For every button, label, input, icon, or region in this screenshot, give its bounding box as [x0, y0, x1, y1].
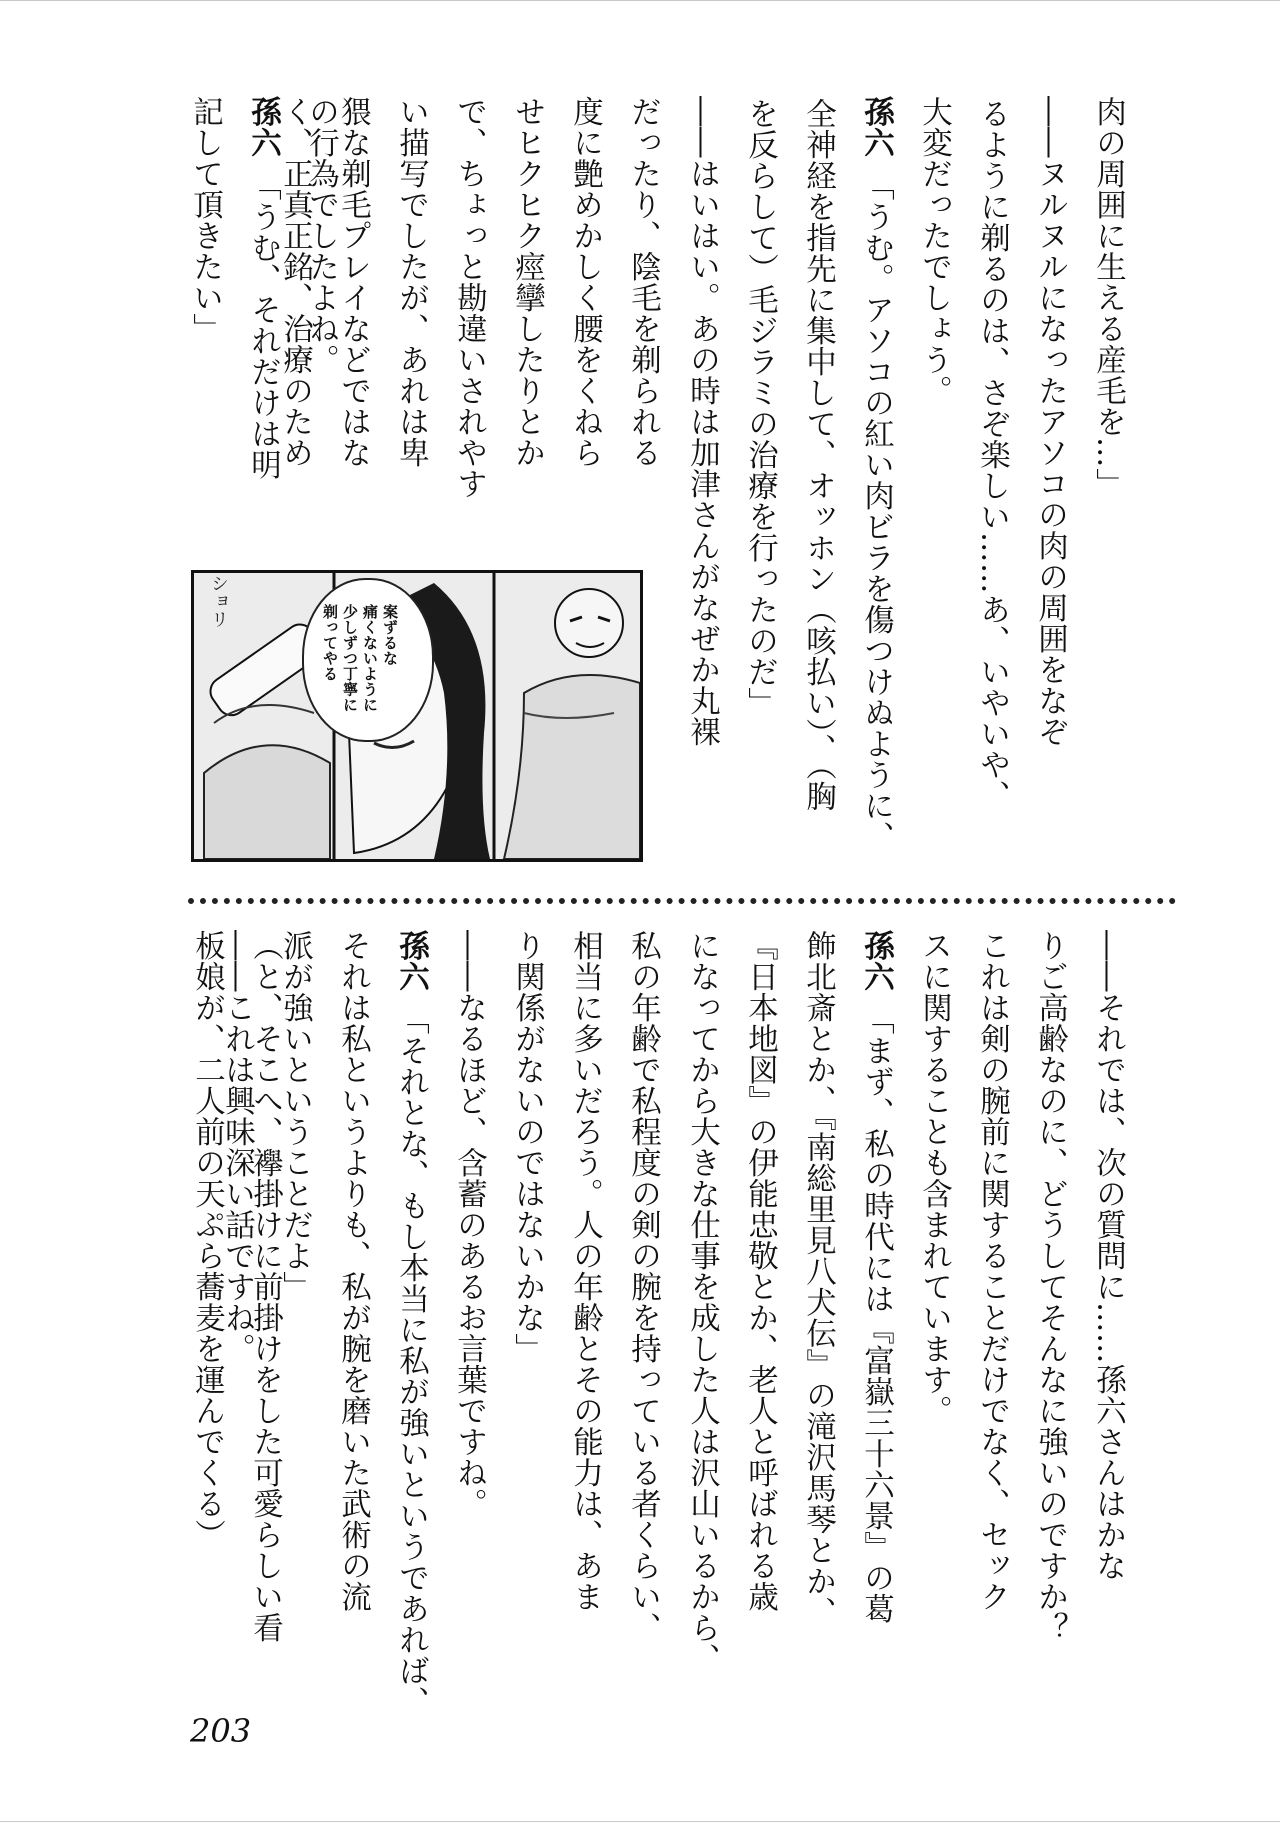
lower-col-10	[509, 930, 545, 1364]
lower-col-2	[974, 930, 1010, 1612]
text: 記して頂きたい」	[187, 96, 223, 344]
speech-line: 案ずるな	[381, 604, 399, 666]
text: 全神経を指先に集中して、オッホン（咳払い）、（胸	[800, 98, 836, 812]
text: 「うむ、それだけは明	[245, 170, 281, 480]
text: ――これは興味深い話ですね。	[219, 930, 255, 1364]
text: り関係がないのではないかな」	[509, 930, 545, 1364]
lower-col-6	[742, 930, 778, 1612]
text: になってから大きな仕事を成した人は沢山いるから、	[684, 930, 720, 1674]
lower-col-0	[1090, 930, 1126, 1581]
text: るように剃るのは、さぞ楽しい……あ、いやいや、	[974, 98, 1010, 811]
speaker: 孫六	[858, 96, 894, 158]
mid-col-4	[451, 96, 487, 499]
text: ――なるほど、含蓄のあるお言葉ですね。	[451, 930, 487, 1519]
mid-col-8-visible-final	[303, 96, 339, 375]
sound-effect: ショリ	[208, 574, 229, 628]
upper-col-5	[800, 98, 836, 812]
speech-line: 痛くないように	[361, 604, 379, 713]
text: これは剣の腕前に関することだけでなく、セック	[974, 930, 1010, 1612]
text: それは私というよりも、私が腕を磨いた武術の流	[335, 930, 371, 1612]
text: 大変だったでしょう。	[916, 96, 952, 406]
lower-col-11-final-visible	[451, 930, 487, 1519]
text: 「それとな、もし本当に私が強いというであれば、	[393, 1004, 429, 1717]
text: い描写でしたが、あれは卑	[393, 96, 429, 468]
speech-text	[320, 604, 400, 713]
mid-col-2	[567, 96, 603, 468]
upper-col-1	[1032, 96, 1068, 747]
text: 『日本地図』の伊能忠敬とか、老人と呼ばれる歳	[742, 930, 778, 1612]
lower-col-12	[393, 930, 429, 1717]
text: りご高齢なのに、どうしてそんなに強いのですか？	[1032, 930, 1068, 1643]
text: 飾北斎とか、『南総里見八犬伝』の滝沢馬琴とか、	[800, 930, 836, 1628]
text: 猥な剃毛プレイなどではな	[335, 96, 371, 468]
upper-col-0	[1090, 96, 1126, 499]
mid-col-6	[335, 96, 371, 468]
upper-col-3	[916, 96, 952, 406]
text: の行為でしたよね。	[303, 96, 339, 375]
lower-col-7	[684, 930, 720, 1674]
lower-col-8	[625, 930, 661, 1643]
text: で、ちょっと勘違いされやす	[451, 96, 487, 499]
lower-col-17	[189, 930, 225, 1550]
lower-col-13	[335, 930, 371, 1612]
mid-col-0	[684, 96, 720, 747]
text: （と、そこへ、襷掛けに前掛けをした可愛らしい看	[247, 930, 283, 1643]
mid-col-9	[245, 96, 281, 480]
mid-col-10	[187, 96, 223, 344]
dotted-separator	[188, 898, 1176, 904]
speaker: 孫六	[858, 930, 894, 992]
text: ――ヌルヌルになったアソコの肉の周囲をなぞ	[1032, 96, 1068, 747]
lower-col-5	[800, 930, 836, 1628]
upper-col-2	[974, 98, 1010, 811]
upper-col-4	[858, 96, 894, 852]
text: 派が強いということだよ」	[277, 930, 313, 1302]
text: ――それでは、次の質問に……孫六さんはかな	[1090, 930, 1126, 1581]
lower-col-1	[1032, 930, 1068, 1643]
mid-col-1	[625, 96, 661, 468]
page-top-edge	[0, 0, 1280, 1]
lower-col-9	[567, 930, 603, 1612]
speech-line: 少しずつ丁寧に	[341, 604, 359, 713]
text: だったり、陰毛を剃られる	[625, 96, 661, 468]
mid-col-3	[509, 96, 545, 468]
mid-col-5	[393, 96, 429, 468]
text: せヒクヒク痙攣したりとか	[509, 96, 545, 468]
lower-col-4	[858, 930, 894, 1624]
lower-col-14-visible	[277, 930, 313, 1302]
text: 板娘が、二人前の天ぷら蕎麦を運んでくる）	[189, 930, 225, 1550]
text: ――はいはい。あの時は加津さんがなぜか丸裸	[684, 96, 720, 747]
text: 私の年齢で私程度の剣の腕を持っている者くらい、	[625, 930, 661, 1643]
text: 度に艶めかしく腰をくねら	[567, 96, 603, 468]
text: スに関することも含まれています。	[916, 930, 952, 1426]
text: く、正真正銘、治療のため	[277, 96, 313, 468]
text: 肉の周囲に生える産毛を…」	[1090, 96, 1126, 499]
text: 「うむ。アソコの紅い肉ビラを傷つけぬように、	[858, 170, 894, 852]
text: を反らして）毛ジラミの治療を行ったのだ」	[742, 98, 778, 718]
text: 相当に多いだろう。人の年齢とその能力は、あま	[567, 930, 603, 1612]
page-number: 203	[190, 1712, 252, 1750]
speaker: 孫六	[245, 96, 281, 158]
text: 「まず、私の時代には『富嶽三十六景』の葛	[858, 1004, 894, 1624]
speaker: 孫六	[393, 930, 429, 992]
lower-col-16-final	[247, 930, 283, 1643]
lower-col-3	[916, 930, 952, 1426]
speech-line: 剃ってやる	[321, 604, 339, 682]
upper-col-6	[742, 98, 778, 718]
